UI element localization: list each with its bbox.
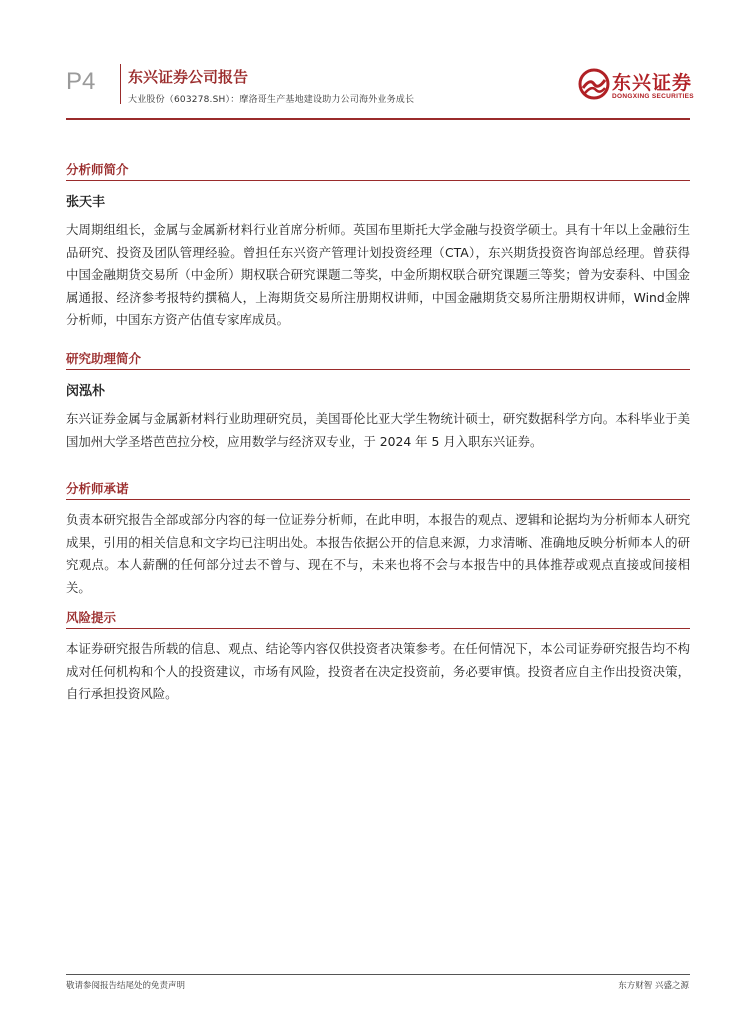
dongxing-logo-icon: [578, 68, 610, 100]
logo-text-cn: 东兴证券: [612, 72, 693, 94]
analyst-name: 张天丰: [66, 195, 106, 210]
assistant-name: 闵泓朴: [66, 384, 106, 399]
dongxing-logo: [578, 66, 698, 106]
section-title-assistant: 研究助理简介: [66, 351, 142, 366]
footer-slogan: 东方财智 兴盛之源: [618, 981, 689, 991]
section-rule: [66, 180, 690, 181]
report-type-title: 东兴证券公司报告: [128, 68, 249, 86]
page-header: [0, 0, 755, 120]
commitment-text: 负责本研究报告全部或部分内容的每一位证券分析师，在此申明，本报告的观点、逻辑和论据均为分析师本人研究成果，引用的相关信息和文字均已注明出处。本报告依据公开的信息来源，力求清晰、准确地反映分析师本人的研究观点。本人薪酬的任何部分过去不曾与、现在不与，未来也将不会与本报告中的具体推荐或观点直接或间接相关。: [66, 512, 690, 595]
section-rule: [66, 499, 690, 500]
report-subtitle: 大业股份（603278.SH）：摩洛哥生产基地建设助力公司海外业务成长: [128, 95, 415, 105]
analyst-bio: 大周期组组长，金属与金属新材料行业首席分析师。英国布里斯托大学金融与投资学硕士。具有十年以上金融衍生品研究、投资及团队管理经验。曾担任东兴资产管理计划投资经理（CTA），东兴期货投资咨询部总经理。曾获得中国金融期货交易所（中金所）期权联合研究课题二等奖，中金所期权联合研究课题三等奖；曾为安泰科、中国金属通报、经济参考报特约撰稿人，上海期货交易所注册期权讲师，中国金融期货交易所注册期权讲师，Wind金牌分析师，中国东方资产估值专家库成员。: [66, 222, 690, 328]
assistant-bio: 东兴证券金属与金属新材料行业助理研究员，美国哥伦比亚大学生物统计硕士，研究数据科学方向。本科毕业于美国加州大学圣塔芭芭拉分校，应用数学与经济双专业，于 2024 年 5 月入职东兴证券。: [66, 411, 690, 449]
header-divider: [120, 64, 121, 104]
section-title-risk: 风险提示: [66, 610, 117, 625]
header-rule: [66, 118, 690, 120]
section-title-commitment: 分析师承诺: [66, 481, 129, 496]
section-rule: [66, 628, 690, 629]
footer-disclaimer-note: 敬请参阅报告结尾处的免责声明: [66, 981, 186, 991]
footer-rule: [66, 974, 690, 975]
risk-text: 本证券研究报告所载的信息、观点、结论等内容仅供投资者决策参考。在任何情况下，本公司证券研究报告均不构成对任何机构和个人的投资建议，市场有风险，投资者在决定投资前，务必要审慎。投资者应自主作出投资决策，自行承担投资风险。: [66, 641, 690, 702]
page-number: P4: [66, 68, 96, 95]
section-rule: [66, 369, 690, 370]
section-title-analyst: 分析师简介: [66, 162, 129, 177]
logo-text-en: DONGXING SECURITIES: [612, 93, 694, 100]
